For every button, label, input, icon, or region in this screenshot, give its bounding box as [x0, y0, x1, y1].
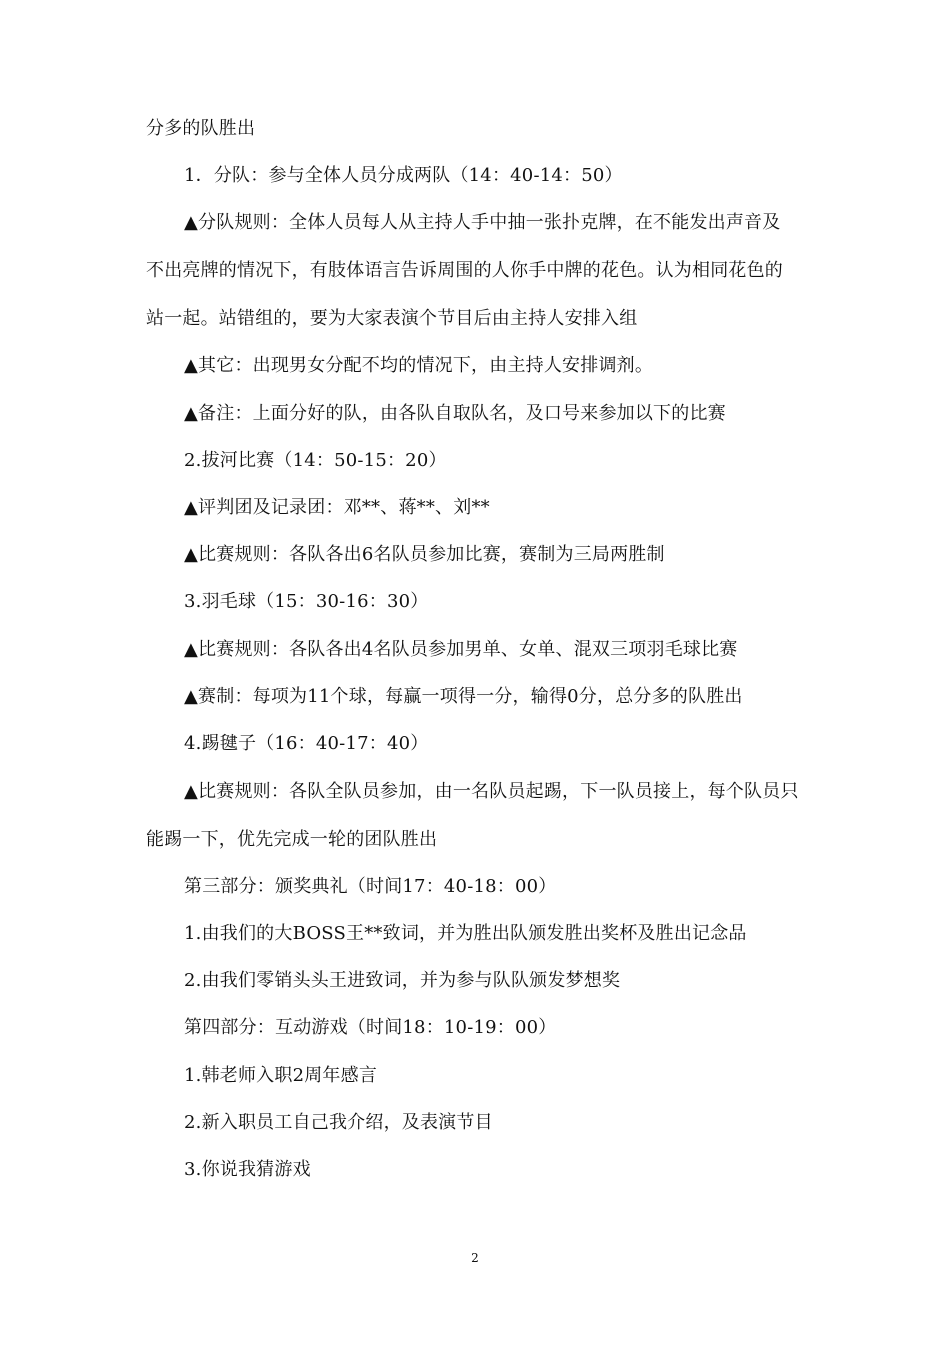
text-line: 4.踢毽子（16：40-17：40） — [184, 733, 429, 754]
text-line: 1.韩老师入职2周年感言 — [184, 1065, 378, 1086]
text-line: 不出亮牌的情况下，有肢体语言告诉周围的人你手中牌的花色。认为相同花色的 — [146, 260, 783, 281]
text-line: 1.由我们的大BOSS王**致词，并为胜出队颁发胜出奖杯及胜出记念品 — [184, 923, 747, 944]
page-number: 2 — [471, 1251, 479, 1265]
text-line: 第三部分：颁奖典礼（时间17：40-18：00） — [184, 876, 557, 897]
text-line: 3.羽毛球（15：30-16：30） — [184, 591, 429, 612]
text-line: ▲备注：上面分好的队，由各队自取队名，及口号来参加以下的比赛 — [184, 403, 726, 424]
text-line: ▲比赛规则：各队各出6名队员参加比赛，赛制为三局两胜制 — [184, 544, 665, 565]
text-line: 站一起。站错组的，要为大家表演个节目后由主持人安排入组 — [146, 308, 638, 329]
text-line: ▲其它：出现男女分配不均的情况下，由主持人安排调剂。 — [184, 355, 654, 376]
text-line: ▲赛制：每项为11个球，每赢一项得一分，输得0分，总分多的队胜出 — [184, 686, 743, 707]
text-line: 能踢一下，优先完成一轮的团队胜出 — [146, 829, 438, 850]
text-line: ▲分队规则：全体人员每人从主持人手中抽一张扑克牌，在不能发出声音及 — [184, 212, 781, 233]
text-line: 2.拔河比赛（14：50-15：20） — [184, 450, 447, 471]
text-line: 3.你说我猜游戏 — [184, 1159, 311, 1180]
text-line: 2.由我们零销头头王进致词，并为参与队队颁发梦想奖 — [184, 970, 621, 991]
text-line: 2.新入职员工自己我介绍，及表演节目 — [184, 1112, 493, 1133]
text-line: 1．分队：参与全体人员分成两队（14：40-14：50） — [184, 165, 623, 186]
text-line: 分多的队胜出 — [146, 118, 256, 139]
text-line: 第四部分：互动游戏（时间18：10-19：00） — [184, 1017, 557, 1038]
text-line: ▲评判团及记录团：邓**、蒋**、刘** — [184, 497, 490, 518]
text-line: ▲比赛规则：各队各出4名队员参加男单、女单、混双三项羽毛球比赛 — [184, 639, 738, 660]
text-line: ▲比赛规则：各队全队员参加，由一名队员起踢，下一队员接上，每个队员只 — [184, 781, 799, 802]
